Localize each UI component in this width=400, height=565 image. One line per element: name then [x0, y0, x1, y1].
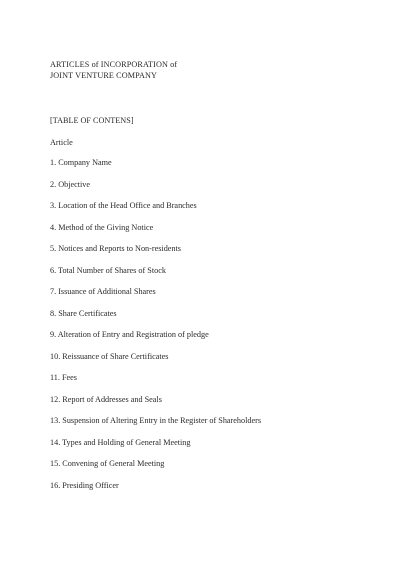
- toc-item: 2. Objective: [50, 179, 91, 189]
- toc-item: 3. Location of the Head Office and Branches: [50, 201, 197, 210]
- toc-item: 6. Total Number of Shares of Stock: [50, 265, 166, 275]
- toc-item: 9. Alteration of Entry and Registration of pledge: [50, 330, 209, 339]
- toc-item: 15. Convening of General Meeting: [50, 459, 165, 468]
- toc-item: 14. Types and Holding of General Meeting: [50, 437, 191, 447]
- toc-item: 11. Fees: [50, 373, 77, 382]
- toc-item: 10. Reissuance of Share Certificates: [50, 351, 169, 361]
- toc-list: [50, 157, 261, 501]
- toc-item: 7. Issuance of Additional Shares: [50, 287, 156, 296]
- toc-item: 8. Share Certificates: [50, 308, 117, 318]
- title-line-2: JOINT VENTURE COMPANY: [50, 71, 158, 80]
- toc-item: 13. Suspension of Altering Entry in the Register of Shareholders: [50, 416, 262, 425]
- toc-item: 1. Company Name: [50, 158, 112, 167]
- title-line-1: ARTICLES of INCORPORATION of: [50, 60, 178, 69]
- toc-item: 12. Report of Addresses and Seals: [50, 394, 162, 404]
- toc-item: 4. Method of the Giving Notice: [50, 222, 154, 232]
- toc-item: 16. Presiding Officer: [50, 480, 119, 490]
- article-label: Article: [50, 138, 73, 147]
- toc-item: 5. Notices and Reports to Non-residents: [50, 244, 181, 253]
- document-title: [50, 59, 177, 81]
- toc-heading: [TABLE OF CONTENS]: [50, 116, 134, 125]
